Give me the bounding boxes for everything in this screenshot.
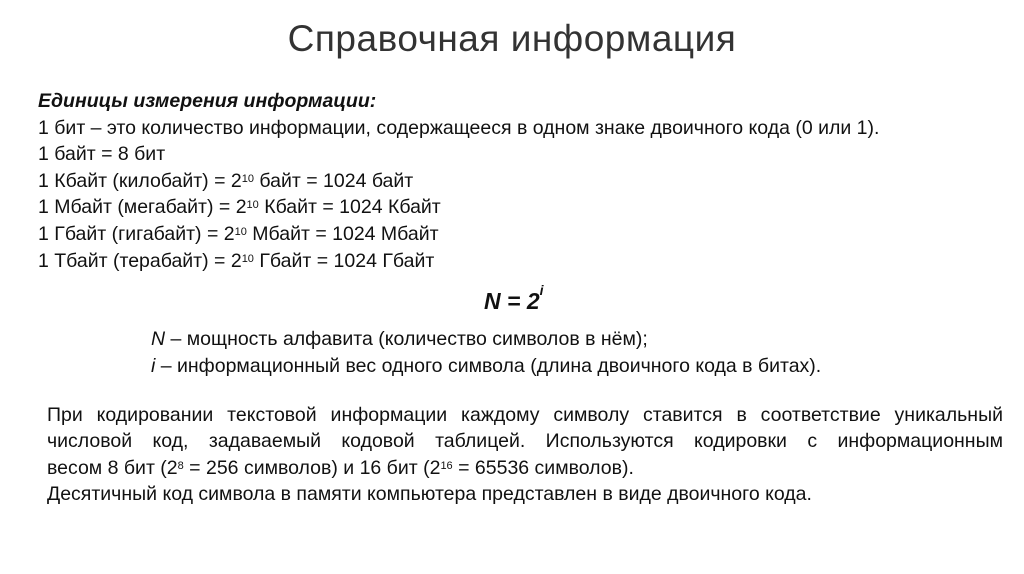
encoding-paragraph	[47, 402, 1003, 508]
formula-definitions	[151, 326, 821, 380]
definition-text: – мощность алфавита (количество символов в нём);	[165, 328, 648, 350]
paragraph-line-4: Десятичный код символа в памяти компьютера представлен в виде двоичного кода.	[47, 483, 812, 506]
paragraph-line-3	[47, 455, 1003, 481]
unit-row-left: 1 Кбайт (килобайт) = 2	[38, 169, 242, 192]
page-title: Справочная информация	[287, 18, 737, 59]
units-section	[38, 88, 879, 274]
unit-row-right: байт = 1024 байт	[254, 169, 414, 192]
paragraph-line-2: числовой код, задаваемый кодовой таблицей. Используются кодировки с информационным	[47, 430, 1003, 453]
units-heading: Единицы измерения информации:	[38, 90, 377, 112]
unit-row-left: 1 Мбайт (мегабайт) = 2	[38, 196, 247, 219]
unit-row-mbyte	[38, 194, 879, 221]
unit-row-exponent: 10	[234, 225, 247, 238]
formula-exponent: i	[539, 282, 544, 298]
paragraph-line-1: При кодировании текстовой информации каждому символу ставится в соответствие уникальный	[47, 404, 1003, 426]
paragraph-text: весом 8 бит (2	[47, 456, 178, 479]
paragraph-text: = 65536 символов).	[452, 456, 634, 479]
unit-row-left: 1 Гбайт (гигабайт) = 2	[38, 222, 235, 245]
unit-row-tbyte	[38, 248, 879, 275]
unit-row-exponent: 10	[246, 199, 259, 212]
unit-row-left: 1 Тбайт (терабайт) = 2	[38, 249, 242, 272]
definition-variable: i	[151, 355, 156, 377]
definition-text: – информационный вес одного символа (длина двоичного кода в битах).	[155, 355, 822, 377]
unit-row-right: Мбайт = 1024 Мбайт	[246, 222, 439, 245]
definition-i	[151, 353, 821, 380]
bit-definition: 1 бит – это количество информации, содержащееся в одном знаке двоичного кода (0 или 1).	[38, 116, 880, 139]
unit-row-right: Гбайт = 1024 Гбайт	[253, 249, 435, 272]
paragraph-text: = 256 символов) и 16 бит (2	[183, 456, 441, 479]
unit-row-right: Кбайт = 1024 Кбайт	[258, 196, 441, 219]
byte-definition: 1 байт = 8 бит	[38, 143, 166, 166]
unit-row-exponent: 10	[241, 172, 254, 185]
definition-n	[151, 326, 821, 353]
formula-base: N = 2	[484, 288, 540, 314]
paragraph-exponent: 16	[440, 459, 453, 472]
unit-row-kbyte	[38, 168, 879, 195]
hartley-formula	[484, 282, 544, 315]
paragraph-exponent: 8	[177, 459, 184, 472]
unit-row-gbyte	[38, 221, 879, 248]
unit-row-exponent: 10	[241, 252, 254, 265]
definition-variable: N	[151, 328, 166, 350]
